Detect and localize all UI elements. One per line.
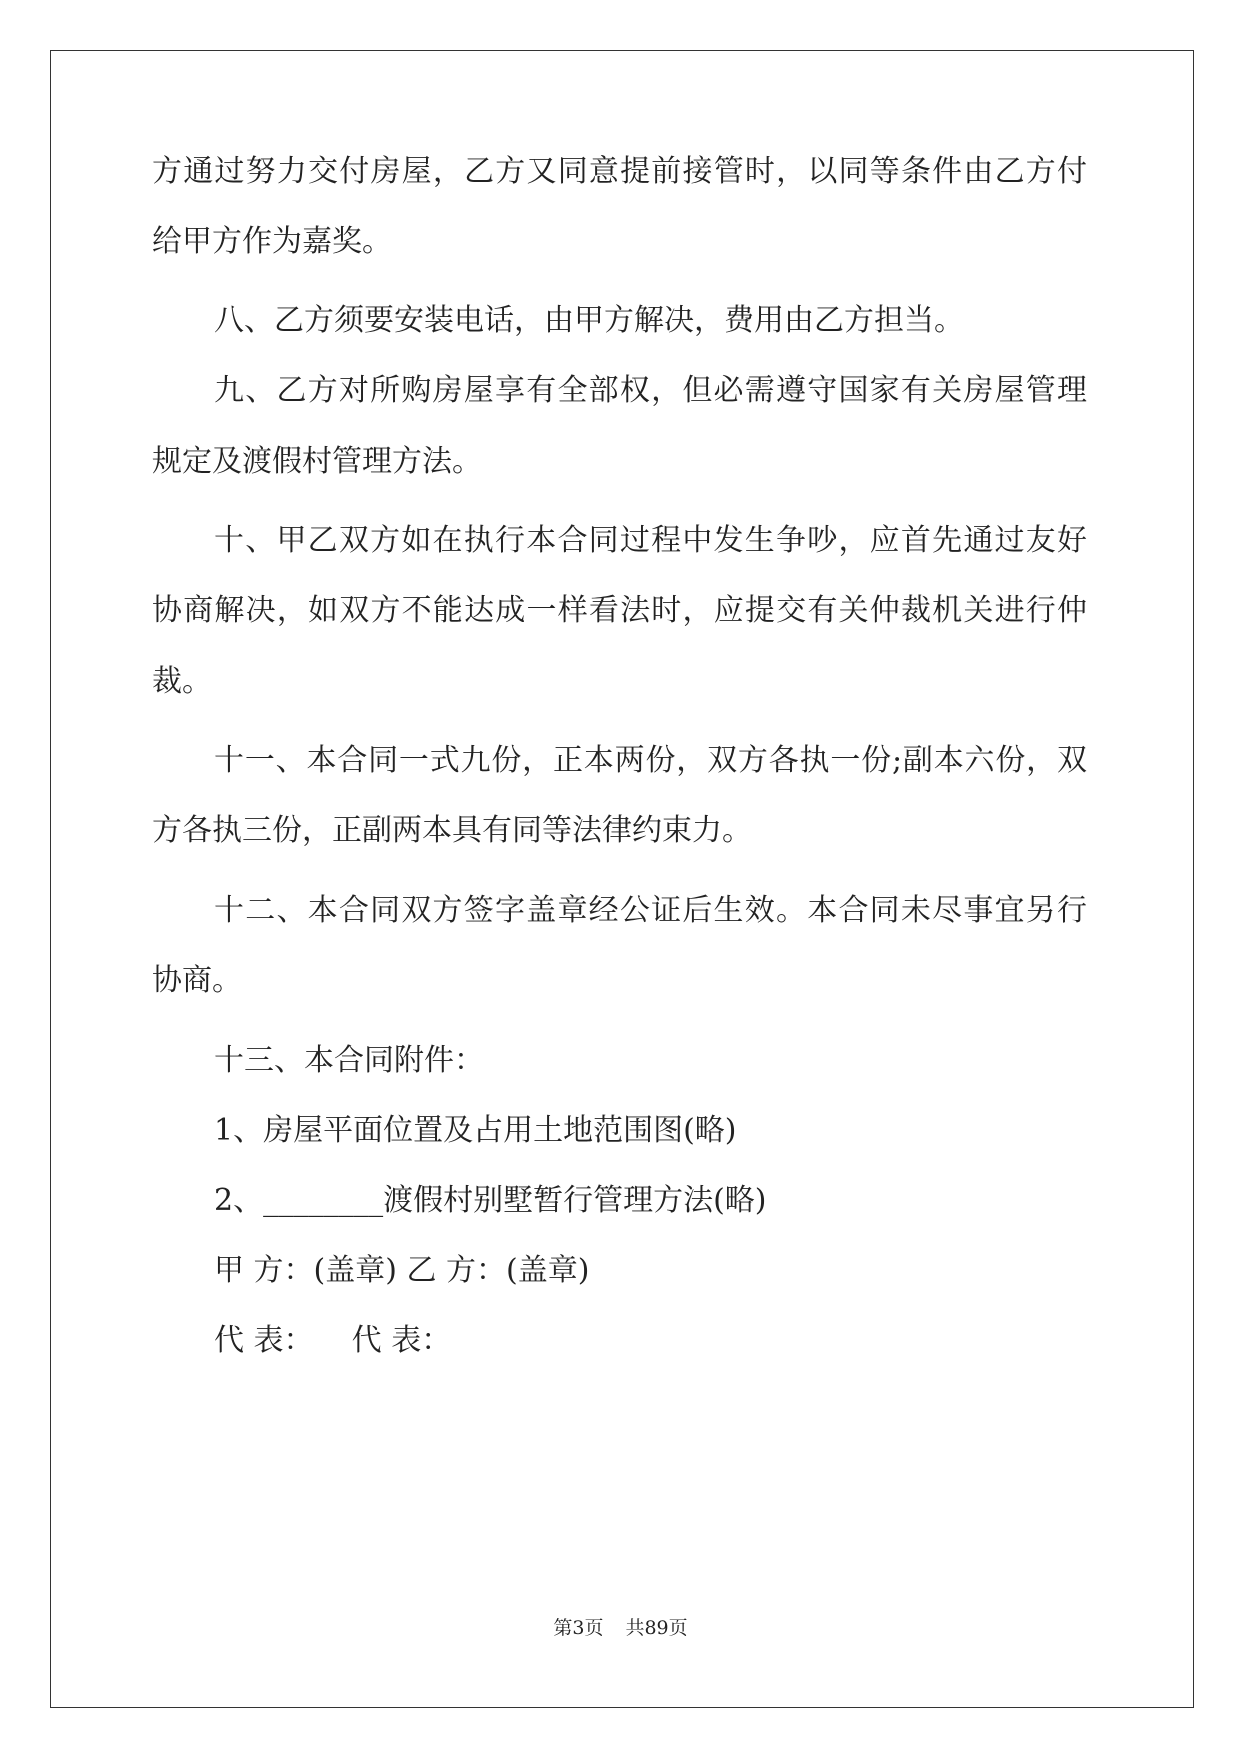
text-line: 方通过努力交付房屋，乙方又同意提前接管时，以同等条件由乙方付 — [152, 154, 1087, 189]
clause-11: 十一、本合同一式九份，正本两份，双方各执一份;副本六份，双 — [214, 743, 1087, 778]
text-line: 协商。 — [152, 963, 242, 998]
clause-10: 十、甲乙双方如在执行本合同过程中发生争吵，应首先通过友好 — [214, 523, 1087, 558]
page-total: 共89页 — [625, 1617, 688, 1639]
clause-13: 十三、本合同附件： — [214, 1043, 484, 1078]
clause-9: 九、乙方对所购房屋享有全部权，但必需遵守国家有关房屋管理 — [214, 373, 1087, 408]
signature-representatives: 代 表： 代 表： — [214, 1323, 452, 1358]
text-line: 给甲方作为嘉奖。 — [152, 224, 392, 259]
page-footer — [0, 1613, 1241, 1640]
text-line: 协商解决，如双方不能达成一样看法时，应提交有关仲裁机关进行仲 — [152, 593, 1087, 628]
attachment-1: 1、房屋平面位置及占用土地范围图(略) — [214, 1113, 737, 1148]
clause-8: 八、乙方须要安装电话，由甲方解决，费用由乙方担当。 — [214, 303, 964, 338]
signature-parties: 甲 方：(盖章) 乙 方：(盖章) — [214, 1253, 590, 1288]
attachment-2: 2、________渡假村别墅暂行管理方法(略) — [214, 1183, 767, 1218]
page-number: 第3页 — [553, 1617, 604, 1639]
text-line: 裁。 — [152, 664, 212, 699]
text-line: 方各执三份，正副两本具有同等法律约束力。 — [152, 813, 752, 848]
clause-12: 十二、本合同双方签字盖章经公证后生效。本合同未尽事宜另行 — [214, 893, 1087, 928]
text-line: 规定及渡假村管理方法。 — [152, 444, 482, 479]
